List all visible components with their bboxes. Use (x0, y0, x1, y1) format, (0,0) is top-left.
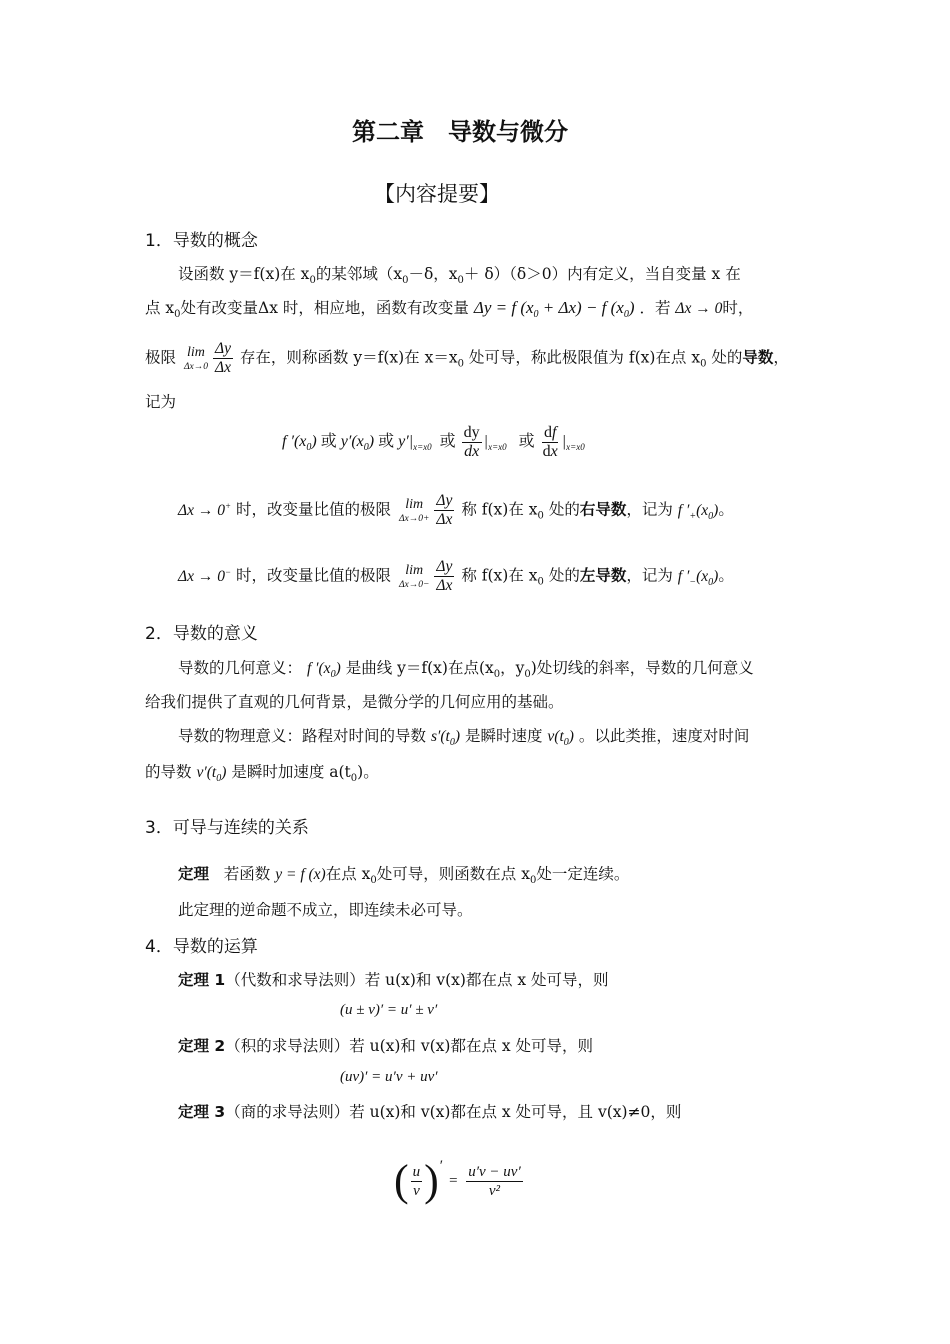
section-subtitle: 【内容提要】 (374, 182, 500, 206)
s1-line-4: 记为 (145, 393, 177, 411)
s2-line-1: 导数的几何意义： f $'(x_0)$ 是曲线 y＝f(x)在点($x_0$，$y_0$)处切线的斜率，导数的几何意义 (178, 659, 754, 680)
s3-line-2: 此定理的逆命题不成立，即连续未必可导。 (178, 901, 473, 919)
left-derivative-line: Δx → 0− 时，改变量比值的极限 lim Δx→0− $\frac{\Delta y}{\Delta x}$ 称 f(x)在 $x_0$ 处的左导数，记为 f $'_-(x_0)$。 (178, 558, 734, 594)
heading-differentiability-continuity: 3．可导与连续的关系 (145, 818, 309, 838)
chapter-title: 第二章 导数与微分 (352, 118, 568, 146)
derivative-notations: f $'(x_0)$ 或 $y'(x_0)$ 或 $y'|_{x=x0}$ 或 $\frac{dy}{dx}$ $|_{x=x0}$ 或 $\frac{df}{dx}$ $|_{x=x0}$ (282, 424, 585, 460)
s2-line-4: 的导数 $v'(t_0)$ 是瞬时加速度 $a(t_0)$。 (145, 763, 379, 784)
theorem-2-formula: (uv)′ = u′v + uv′ (340, 1069, 438, 1085)
theorem-3: 定理 3（商的求导法则）若 u(x)和 v(x)都在点 x 处可导，且 v(x)≠0，则 (178, 1103, 682, 1121)
theorem-3-formula: ( $\frac{u}{v}$ ) ′ = $\frac{u'v - uv'}{\text{v²}}$ (394, 1156, 521, 1205)
heading-derivative-meaning: 2．导数的意义 (145, 624, 258, 644)
s2-line-2: 给我们提供了直观的几何背景，是微分学的几何应用的基础。 (145, 693, 564, 711)
heading-derivative-operations: 4．导数的运算 (145, 937, 258, 957)
theorem-1-formula: (u ± v)′ = u′ ± v′ (340, 1002, 438, 1018)
limit-expression: lim Δx→0 (183, 344, 208, 372)
delta-y-formula: Δy = f $(x_0 + \Delta x) - f$ $(x_0)$ (473, 298, 635, 320)
right-derivative-line: Δx → 0+ 时，改变量比值的极限 lim Δx→0+ $\frac{\Delta y}{\Delta x}$ 称 f(x)在 $x_0$ 处的右导数，记为 f $'_+(x_0)$。 (178, 492, 734, 528)
delta-fraction: $\frac{\Delta y}{\Delta x}$ (215, 340, 231, 376)
s1-line-1: 设函数 y＝f(x)在 $x_0$的某邻域（$x_0-\delta$，$x_0+ \delta)(\delta>0)$内有定义，当自变量 x 在 (178, 265, 741, 286)
theorem-2: 定理 2（积的求导法则）若 u(x)和 v(x)都在点 x 处可导，则 (178, 1037, 594, 1055)
theorem-1: 定理 1（代数和求导法则）若 u(x)和 v(x)都在点 x 处可导，则 (178, 971, 609, 989)
s1-line-3: 极限 lim Δx→0 $\frac{\Delta y}{\Delta x}$ 存在，则称函数 y＝f(x)在 $x=x_0$ 处可导，称此极限值为 f(x)在点 $x_0$ 处的导数， (145, 340, 789, 376)
heading-derivative-concept: 1．导数的概念 (145, 231, 258, 251)
s3-theorem: 定理 若函数 y = f (x)在点 $x_0$处可导，则函数在点 $x_0$处一定连续。 (178, 865, 630, 886)
s2-line-3: 导数的物理意义：路程对时间的导数 $s'(t_0)$ 是瞬时速度 $v(t_0)$ 。以此类推，速度对时间 (178, 727, 750, 748)
s1-line-2: 点 $x_0$处有改变量Δx 时，相应地，函数有改变量 Δy = f $(x_0 + \Delta x) - f$ $(x_0)$ ．若 Δx → 0时， (145, 298, 754, 320)
